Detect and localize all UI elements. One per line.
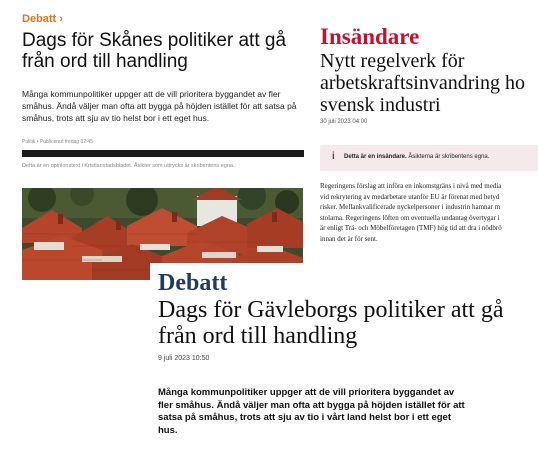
article-meta: Politik • Publicerad fredag 02:45 — [22, 139, 93, 145]
info-text: Detta är en insändare. Åsikterna är skribentens egna. — [344, 154, 490, 160]
article-headline: Nytt regelverk för arbetskraftsinvandring ho svensk industri — [320, 50, 525, 116]
opinion-info-box — [320, 145, 538, 171]
insandare-article-panel — [305, 0, 538, 290]
info-icon: i — [332, 151, 335, 162]
article-headline: Dags för Skånes politiker att gå från ord till handling — [22, 30, 287, 72]
skane-article-panel — [0, 0, 305, 190]
opinion-note: Detta är en opinionstext i Kristianstadsbladet. Åsikter som uttrycks är skribentens egna. — [22, 163, 235, 169]
article-lead: Många kommunpolitiker uppger att de vill prioritera byggandet av fler småhus. Ändå väljer man ofta att bygga på höjden istället för att satsa på småhus, trots att sju av tio helst bor i ett eget hus. — [22, 89, 297, 123]
article-date: 9 juli 2023 10:50 — [158, 355, 210, 362]
section-label-debatt[interactable]: Debatt — [158, 270, 228, 296]
section-label-insandare[interactable]: Insändare — [320, 24, 420, 49]
gavleborg-article-panel — [150, 263, 538, 470]
article-lead: Många kommunpolitiker uppger att de vill prioritera byggandet av fler småhus. Ändå väljer man ofta att bygga på höjden istället för att satsa på småhus, trots att sju av tio i vårt land helst bor i ett eget hus. — [158, 387, 465, 436]
divider-bar — [22, 150, 304, 157]
chevron-right-icon: › — [59, 13, 63, 25]
article-body: Regeringens förslag att införa en inkomstgräns i nivå med media vid rekrytering av medarbetare utanför EU är förenat med betyd risker. Mellankvalificerade nyckelpersoner i industrin hamnar m stolarna. Regeringens löften om eventuella undantag övertygar i är enligt Trä- och Möbelföretagen (TMF) hög tid att dra i nödbrö innan det är för sent. — [320, 182, 502, 243]
section-link-debatt[interactable]: Debatt › — [22, 13, 63, 25]
article-headline: Dags för Gävleborgs politiker att gå från ord till handling — [158, 297, 504, 349]
article-date: 30 juli 2023 04:00 — [320, 119, 368, 125]
